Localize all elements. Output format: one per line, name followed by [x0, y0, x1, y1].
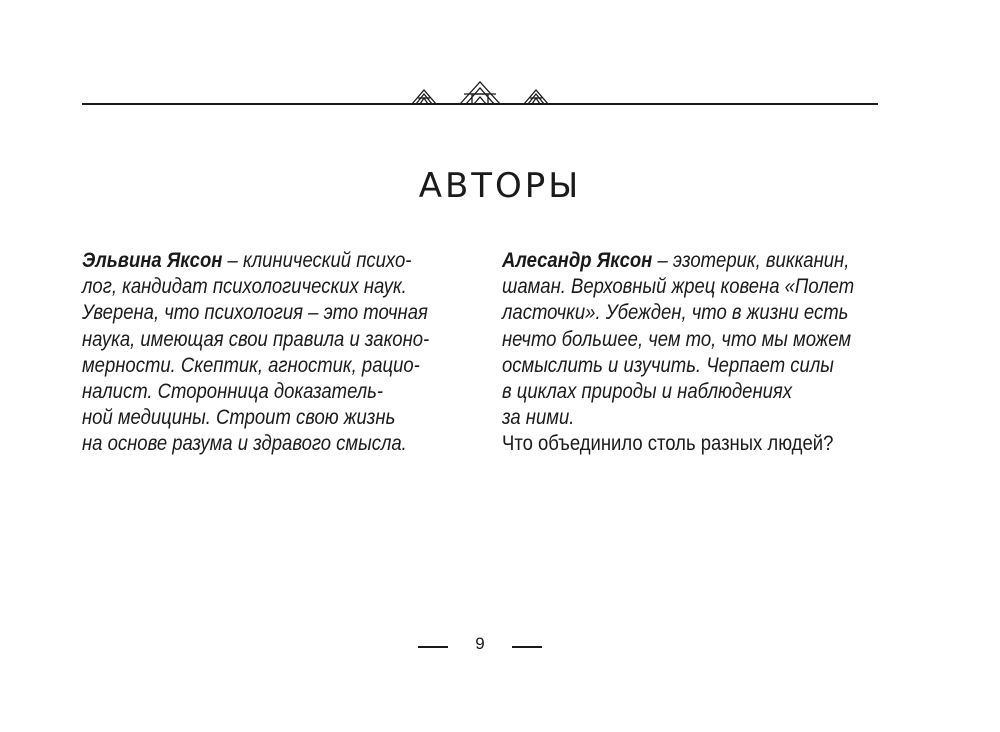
bio-line: Алесандр Яксон – эзотерик, викканин, [502, 248, 850, 272]
bio-line: ной медицины. Строит свою жизнь [82, 405, 396, 430]
footer-dash-right [512, 646, 542, 648]
page-title: АВТОРЫ [418, 166, 582, 206]
footer-dash-left [418, 646, 448, 648]
bio-line: за ними. [502, 405, 575, 430]
bio-line: шаман. Верховный жрец ковена «Полет [502, 274, 855, 299]
bio-line: лог, кандидат психологических наук. [82, 274, 407, 299]
bio-line: ласточки». Убежден, что в жизни есть [502, 300, 849, 325]
bio-line: осмыслить и изучить. Черпает силы [502, 352, 834, 377]
author-bio-left [82, 247, 482, 457]
author-name: Эльвина Яксон [82, 248, 223, 272]
bio-line: Эльвина Яксон – клинический психо- [82, 248, 412, 272]
bio-line: налист. Сторонница доказатель- [82, 379, 384, 404]
author-name: Алесандр Яксон [502, 248, 653, 272]
closing-question: Что объединило столь разных людей? [502, 431, 834, 456]
header-ornament-icon [390, 78, 570, 108]
bio-line: в циклах природы и наблюдениях [502, 379, 793, 404]
bio-line: Уверена, что психология – это точная [82, 300, 428, 325]
page-footer [0, 634, 1000, 658]
bio-line: нечто большее, чем то, что мы можем [502, 326, 852, 351]
bio-line: на основе разума и здравого смысла. [82, 431, 407, 456]
bio-line: наука, имеющая свои правила и законо- [82, 326, 430, 351]
bio-line: мерности. Скептик, агностик, рацио- [82, 352, 420, 377]
page-number: 9 [475, 634, 485, 653]
author-bio-right [502, 247, 902, 457]
